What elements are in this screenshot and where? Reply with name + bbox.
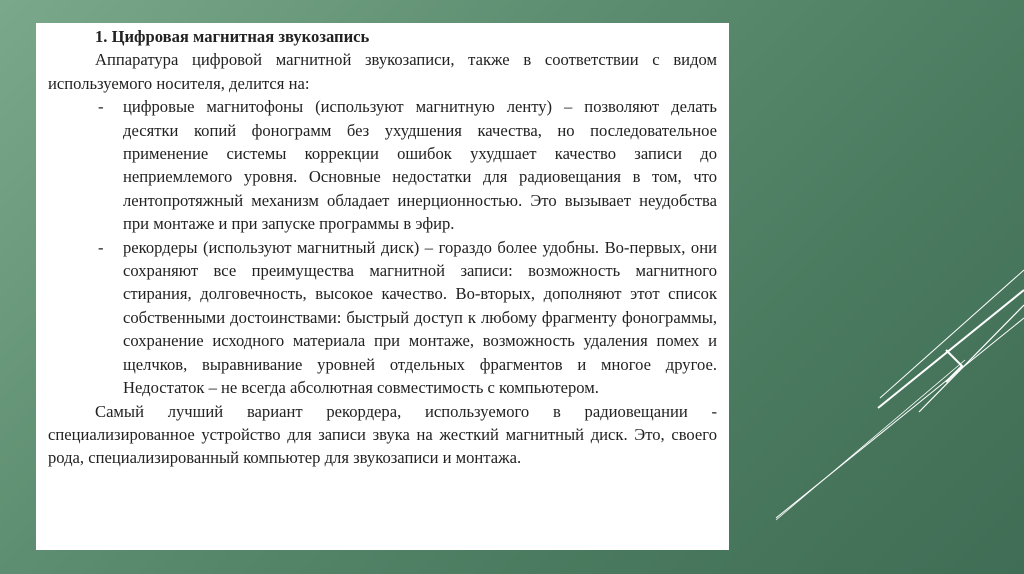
list-item-text: рекордеры (используют магнитный диск) – гораздо более удобны. Во-первых, они сохраняют все преимущества магнитной записи: возможность магнитного стирания, долговечность, высокое качество. Во-вторых, дополняют этот список собственными достоинствами: быстрый доступ к любому фрагменту фонограммы, сохранение исходного материала при монтаже, возможность удаления помех и щелчков, выравнивание уровней отдельных фрагментов и многое другое. Недостаток – не всегда абсолютная совместимость с компьютером. [123,237,717,398]
conclusion-paragraph: Самый лучший вариант рекордера, используемого в радиовещании - специализированное устройство для записи звука на жесткий магнитный диск. Это, своего рода, специализированный компьютер для звукозаписи и монтажа. [48,401,717,468]
equipment-list [48,95,717,399]
list-item [48,236,717,400]
list-item [48,95,717,235]
document-heading: 1. Цифровая магнитная звукозапись [95,27,370,46]
list-item-text: цифровые магнитофоны (используют магнитную ленту) – позволяют делать десятки копий фонограмм без ухудшения качества, но последовательное применение системы коррекции ошибок ухудшает качество записи до неприемлемого уровня. Основные недостатки для радиовещания в том, что лентопротяжный механизм обладает инерционностью. Это вызывает неудобства при монтаже и при запуске программы в эфир. [123,97,717,234]
list-marker: - [98,237,104,257]
document-page [36,23,729,550]
intro-paragraph: Аппаратура цифровой магнитной звукозаписи, также в соответствии с видом используемого носителя, делится на: [48,50,717,93]
list-marker: - [98,97,104,117]
